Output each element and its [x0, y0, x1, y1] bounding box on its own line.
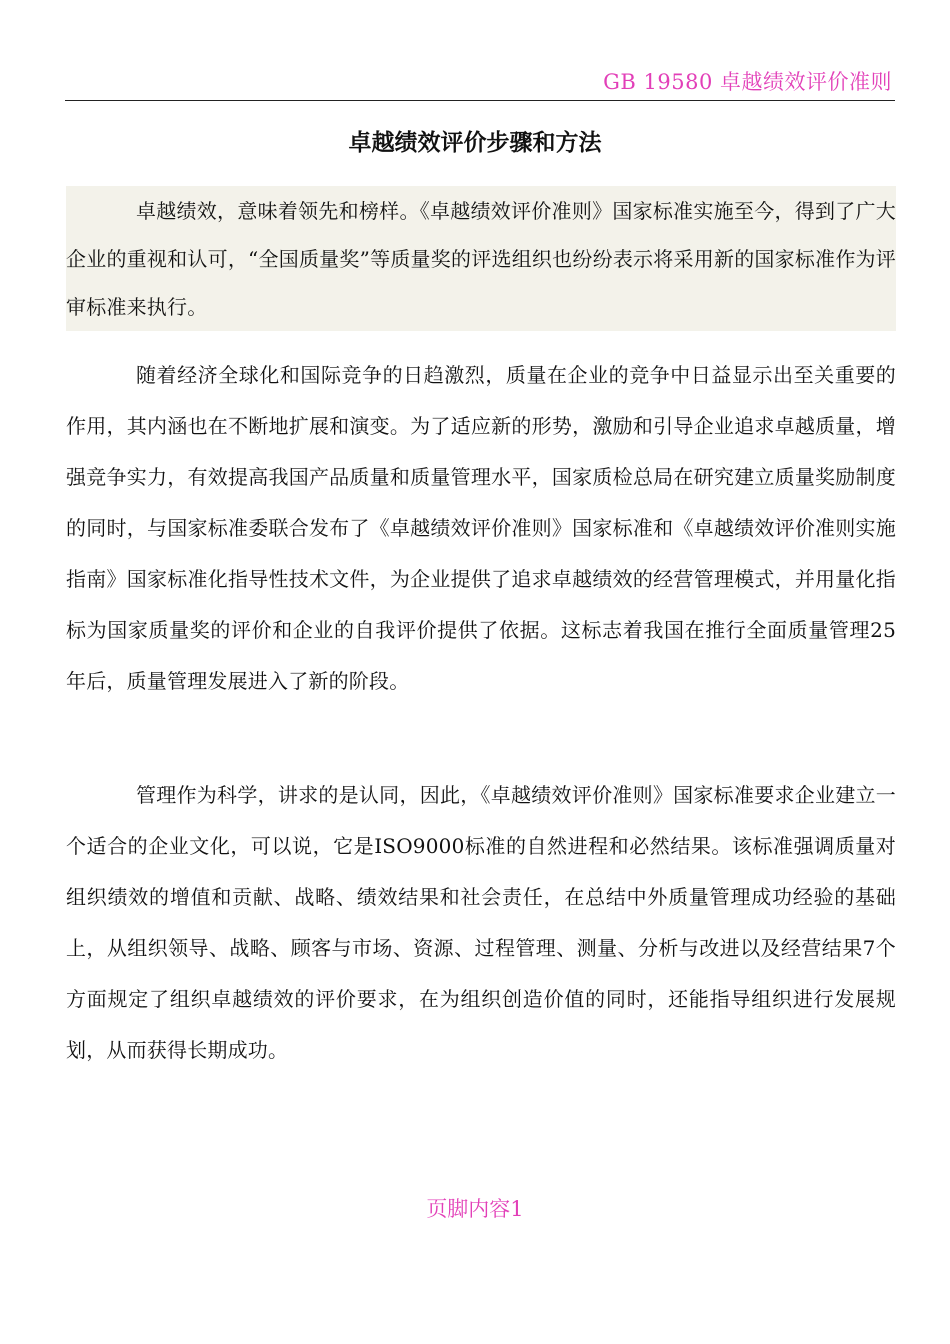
page-footer: 页脚内容1 [426, 1197, 524, 1221]
page-header: GB 19580 卓越绩效评价准则 [603, 70, 892, 94]
paragraph-intro-highlighted: 卓越绩效，意味着领先和榜样。《卓越绩效评价准则》国家标准实施至今，得到了广大企业的重视和认可，“全国质量奖”等质量奖的评选组织也纷纷表示将采用新的国家标准作为评审标准来执行。 [66, 186, 896, 331]
header-divider [65, 100, 895, 101]
paragraph-background: 随着经济全球化和国际竞争的日趋激烈，质量在企业的竞争中日益显示出至关重要的作用，其内涵也在不断地扩展和演变。为了适应新的形势，激励和引导企业追求卓越质量，增强竞争实力，有效提高我国产品质量和质量管理水平，国家质检总局在研究建立质量奖励制度的同时，与国家标准委联合发布了《卓越绩效评价准则》国家标准和《卓越绩效评价准则实施指南》国家标准化指导性技术文件，为企业提供了追求卓越绩效的经营管理模式，并用量化指标为国家质量奖的评价和企业的自我评价提供了依据。这标志着我国在推行全面质量管理25年后，质量管理发展进入了新的阶段。 [66, 363, 896, 693]
paragraph-management-science: 管理作为科学，讲求的是认同，因此，《卓越绩效评价准则》国家标准要求企业建立一个适合的企业文化，可以说，它是ISO9000标准的自然进程和必然结果。该标准强调质量对组织绩效的增值和贡献、战略、绩效结果和社会责任，在总结中外质量管理成功经验的基础上，从组织领导、战略、顾客与市场、资源、过程管理、测量、分析与改进以及经营结果7个方面规定了组织卓越绩效的评价要求，在为组织创造价值的同时，还能指导组织进行发展规划，从而获得长期成功。 [66, 783, 896, 1062]
document-title: 卓越绩效评价步骤和方法 [348, 130, 602, 156]
